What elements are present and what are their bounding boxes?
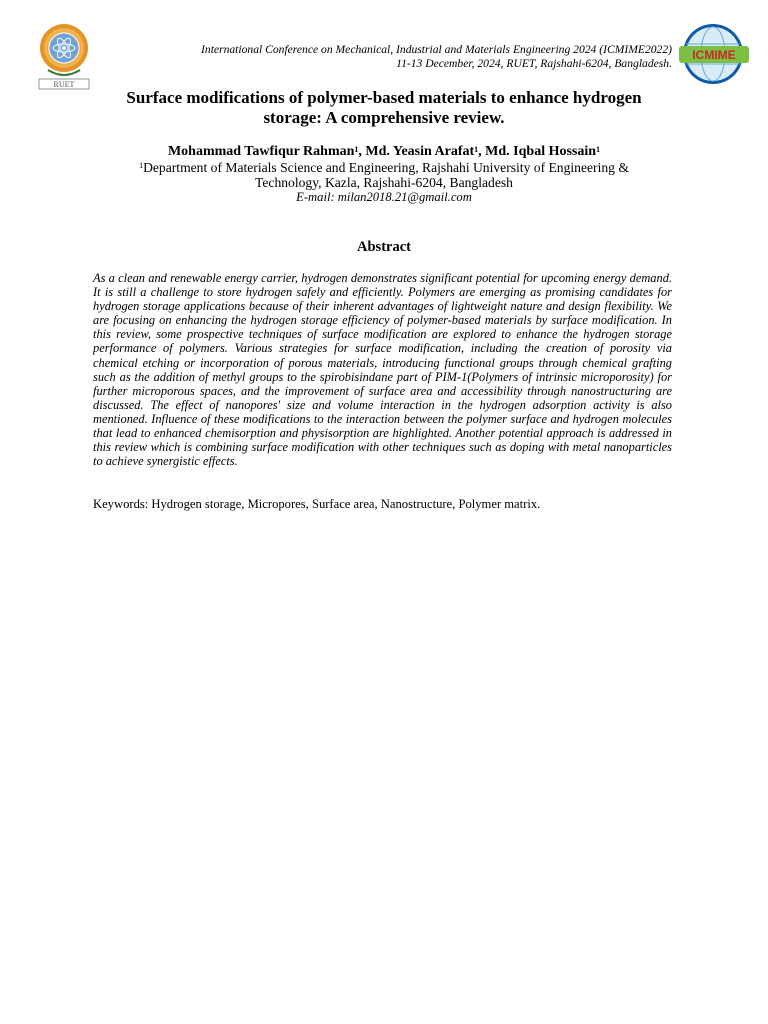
conference-header <box>150 43 672 70</box>
abstract-body: As a clean and renewable energy carrier, hydrogen demonstrates significant potential for upcoming energy demand. It is still a challenge to store hydrogen safely and efficiently. Polymers are emerging as promising candidates for hydrogen storage applications because of their inherent advantages of lightweight nature and design flexibility. We are focusing on enhancing the hydrogen storage efficiency of polymer-based materials by surface modification. In this review, some prospective techniques of surface modification are explored to enhance the hydrogen storage performance of polymers. Various strategies for surface modification, including the creation of porosity via chemical etching or incorporation of porous materials, introducing functional groups through chemical grafting such as the addition of methyl groups to the spirobisindane part of PIM-1(Polymers of intrinsic microporosity) for further microporous spaces, and the improvement of surface area and accessibility through nanostructuring are discussed. The effect of nanopores' size and volume interaction in the hydrogen adsorption activity is also mentioned. Influence of these modifications to the interaction between the polymer surface and hydrogen molecules that lead to enhanced chemisorption and physisorption are highlighted. Another potential approach is addressed in this review which is combining surface modification with other techniques such as doping with metal nanoparticles to achieve synergistic effects. <box>93 271 672 469</box>
keywords: Keywords: Hydrogen storage, Micropores, Surface area, Nanostructure, Polymer matrix. <box>93 497 541 511</box>
ruet-logo-text: RUET <box>53 80 75 89</box>
author-list: Mohammad Tawfiqur Rahman$^1$, Md. Yeasin Arafat$^1$, Md. Iqbal Hossain$^1$ <box>167 144 601 159</box>
affiliation <box>120 160 648 190</box>
conference-name: International Conference on Mechanical, Industrial and Materials Engineering 2024 (ICMIME2022) <box>201 43 672 56</box>
conference-date-venue: 11-13 December, 2024, RUET, Rajshahi-6204, Bangladesh. <box>396 56 672 70</box>
icmime-logo <box>675 22 753 86</box>
author-name: Mohammad Tawfiqur Rahman <box>167 144 355 159</box>
ruet-logo <box>34 22 94 90</box>
paper-title: Surface modifications of polymer-based materials to enhance hydrogen storage: A comprehensive review. <box>126 88 642 127</box>
contact-email: E-mail: milan2018.21@gmail.com <box>296 190 472 204</box>
author-affiliation-mark: 1 <box>474 145 479 154</box>
author-affiliation-mark: 1 <box>596 145 601 154</box>
icmime-logo-text: ICMIME <box>692 48 736 62</box>
abstract-heading: Abstract <box>357 239 411 255</box>
author-name: Md. Yeasin Arafat <box>365 144 475 159</box>
ruet-emblem-icon <box>40 24 88 75</box>
author-affiliation-mark: 1 <box>354 145 359 154</box>
affiliation-mark: 1 <box>139 161 144 170</box>
author-name: Md. Iqbal Hossain <box>485 144 597 159</box>
affiliation-text: Department of Materials Science and Engineering, Rajshahi University of Engineering & Technology, Kazla, Rajshahi-6204, Bangladesh <box>143 160 629 190</box>
